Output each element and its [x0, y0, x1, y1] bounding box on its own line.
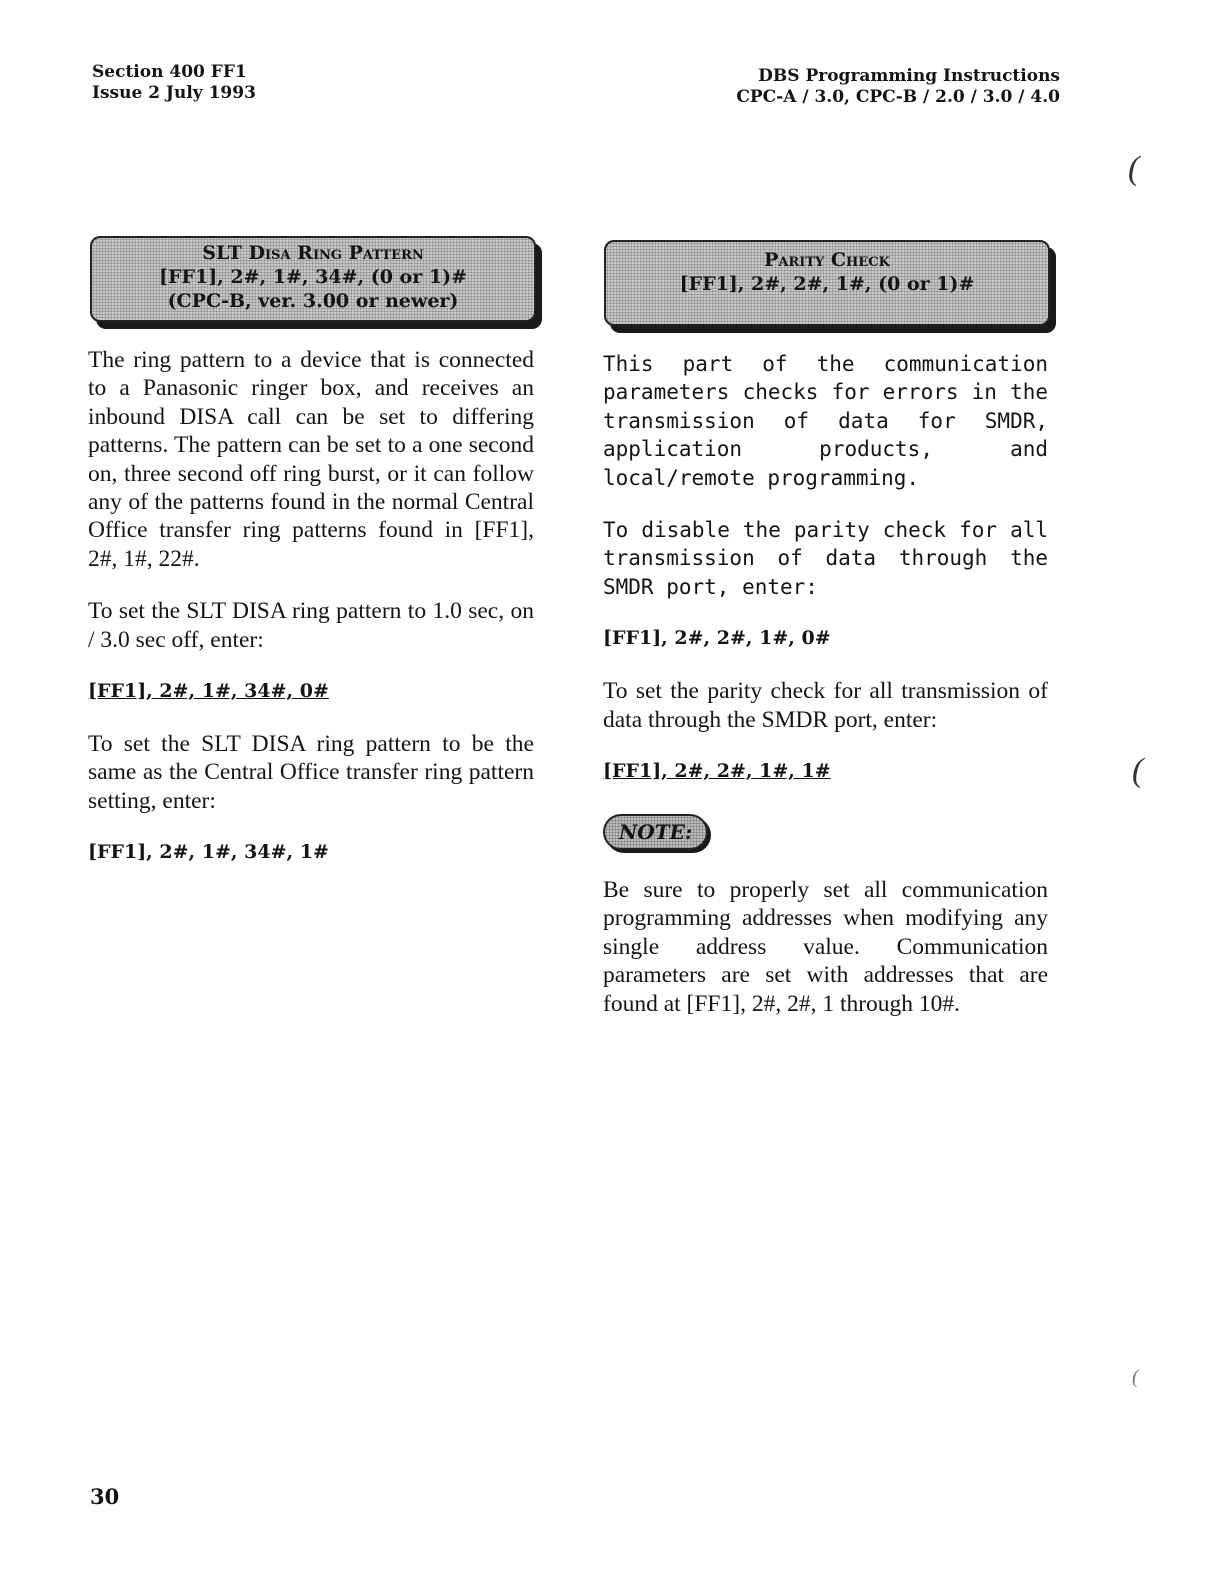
parity-command-0: [FF1], 2#, 2#, 1#, 0# [603, 627, 831, 650]
version-info: CPC-A / 3.0, CPC-B / 2.0 / 3.0 / 4.0 [736, 87, 1060, 107]
left-column [88, 346, 534, 891]
binder-mark-icon: ( [1132, 1366, 1139, 1388]
slt-disa-command-1: [FF1], 2#, 1#, 34#, 1# [88, 841, 329, 864]
slt-disa-heading: SLT Disa Ring Pattern [202, 242, 424, 264]
issue-date: Issue 2 July 1993 [92, 83, 256, 103]
slt-disa-address: [FF1], 2#, 1#, 34#, (0 or 1)# [159, 266, 467, 288]
right-column [603, 350, 1048, 1042]
header-right [640, 66, 1060, 108]
slt-disa-version: (CPC-B, ver. 3.00 or newer) [167, 290, 459, 312]
slt-disa-same-instruction: To set the SLT DISA ring pattern to be the same as the Central Office transfer ring pattern setting, enter: [88, 731, 534, 814]
slt-disa-title-box [90, 236, 536, 322]
slt-disa-command-0: [FF1], 2#, 1#, 34#, 0# [88, 680, 329, 703]
document-title: DBS Programming Instructions [758, 66, 1060, 86]
header-left [92, 62, 256, 104]
binder-mark-icon: ( [1128, 150, 1140, 187]
slt-disa-description: The ring pattern to a device that is connected to a Panasonic ringer box, and receives an inbound DISA call can be set to differing patterns. The pattern can be set to a one second on, three second off ring burst, or it can follow any of the patterns found in the normal Central Office transfer ring patterns found in [FF1], 2#, 1#, 22#. [88, 347, 534, 572]
note-text: Be sure to properly set all communication programming addresses when modifying any single address value. Communication parameters are set with addresses that are found at [FF1], 2#, 2#, 1 through 10#. [603, 877, 1048, 1017]
parity-set-instruction: To set the parity check for all transmission of data through the SMDR port, enter: [603, 678, 1048, 733]
parity-disable-instruction: To disable the parity check for all transmission of data through the SMDR port, enter: [603, 518, 1048, 599]
parity-command-1: [FF1], 2#, 2#, 1#, 1# [603, 760, 831, 783]
parity-check-description: This part of the communication parameters checks for errors in the transmission of data for SMDR, application products, and local/remote programming. [603, 352, 1048, 490]
binder-mark-icon: ( [1132, 752, 1144, 789]
slt-disa-set-instruction: To set the SLT DISA ring pattern to 1.0 sec, on / 3.0 sec off, enter: [88, 598, 534, 653]
section-label: Section 400 FF1 [92, 62, 247, 82]
note-badge: NOTE: [603, 814, 708, 850]
parity-check-title-box [604, 240, 1050, 326]
parity-check-address: [FF1], 2#, 2#, 1#, (0 or 1)# [679, 273, 975, 295]
page-number: 30 [90, 1484, 120, 1509]
parity-check-heading: Parity Check [764, 249, 890, 271]
